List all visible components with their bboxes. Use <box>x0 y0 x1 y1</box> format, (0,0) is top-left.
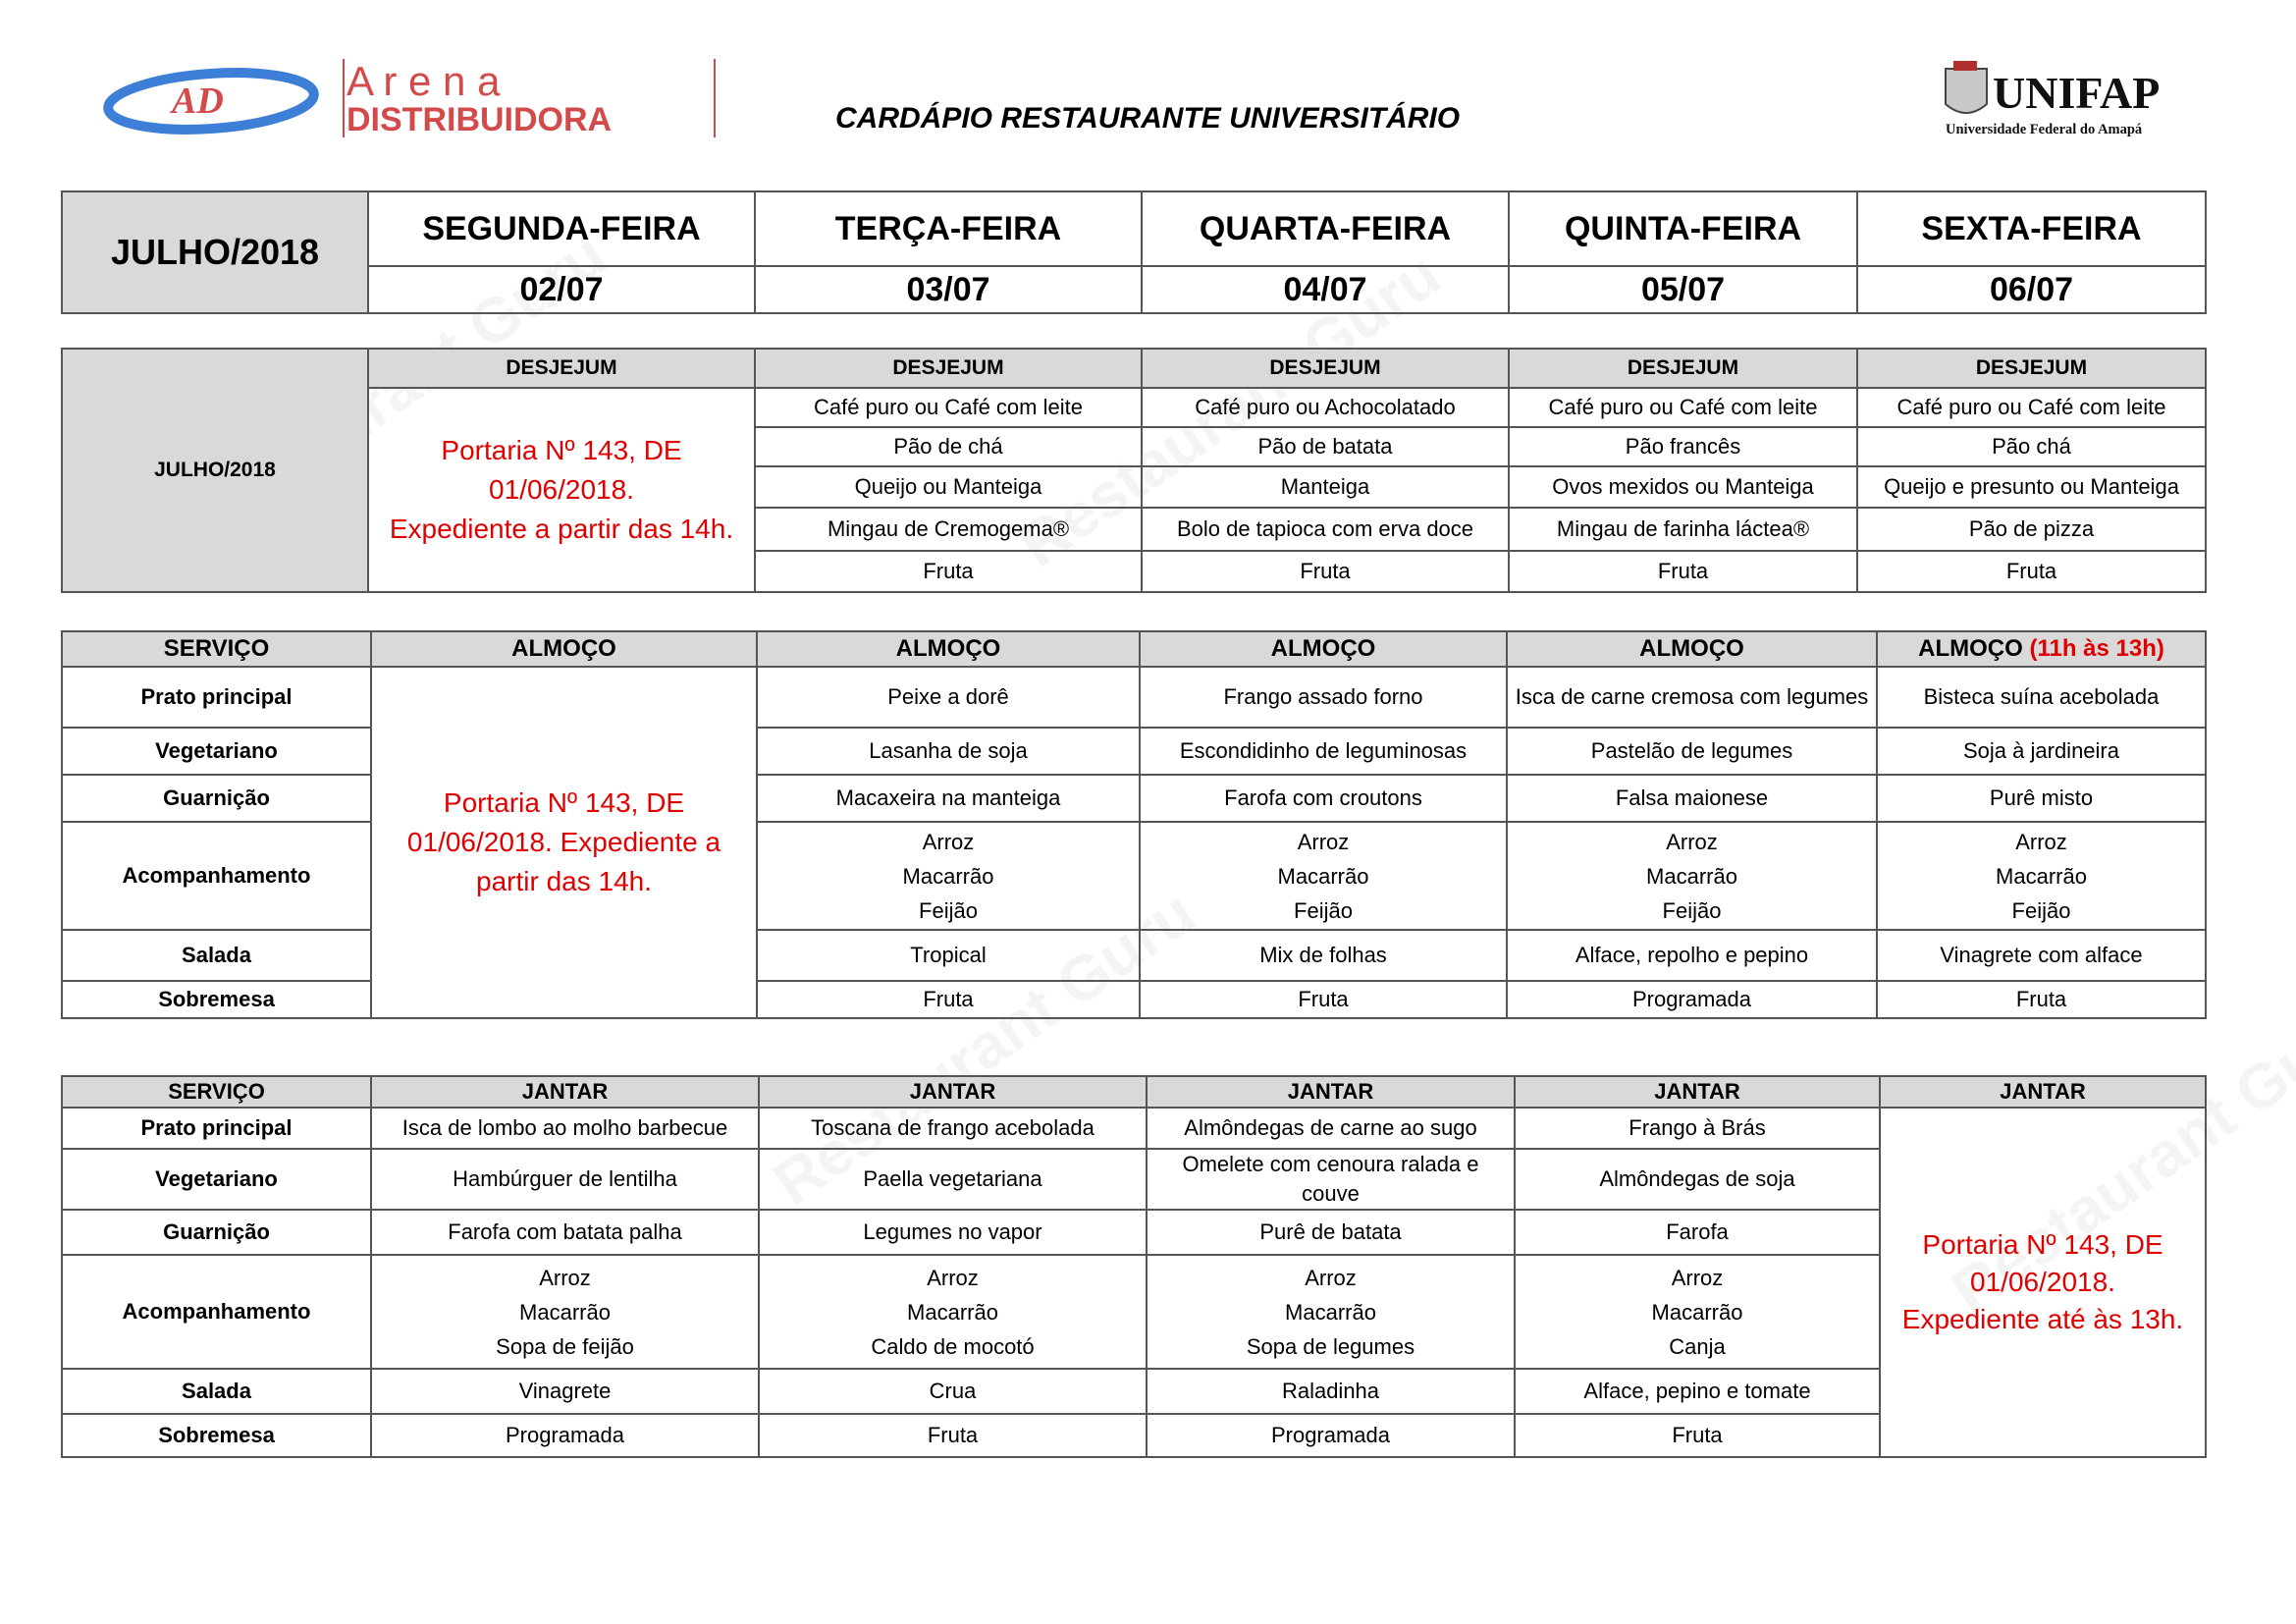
menu-item: Purê misto <box>1877 775 2206 822</box>
meal-header: ALMOÇO <box>1507 631 1877 667</box>
menu-item: Fruta <box>1509 551 1857 592</box>
service-header: SERVIÇO <box>62 631 371 667</box>
univ-name: UNIFAP <box>1993 68 2161 118</box>
week-header-table <box>61 190 2207 314</box>
menu-item: Fruta <box>1140 981 1507 1018</box>
meal-header: DESJEJUM <box>755 349 1142 388</box>
menu-item: Queijo e presunto ou Manteiga <box>1857 466 2206 508</box>
meal-header: ALMOÇO <box>1140 631 1507 667</box>
meal-header: DESJEJUM <box>1857 349 2206 388</box>
menu-item: Queijo ou Manteiga <box>755 466 1142 508</box>
menu-item: Vinagrete <box>371 1369 759 1414</box>
menu-item: Toscana de frango acebolada <box>759 1108 1147 1149</box>
closure-notice: Portaria Nº 143, DE 01/06/2018. Expediente a partir das 14h. <box>368 388 755 592</box>
day-name: SEXTA-FEIRA <box>1857 191 2206 266</box>
menu-item: Raladinha <box>1147 1369 1515 1414</box>
meal-header: JANTAR <box>1147 1076 1515 1108</box>
lunch-table <box>61 630 2207 1019</box>
menu-item: Soja à jardineira <box>1877 728 2206 775</box>
row-label: Prato principal <box>62 667 371 728</box>
menu-item: Café puro ou Café com leite <box>1509 388 1857 427</box>
menu-item: Hambúrguer de lentilha <box>371 1149 759 1210</box>
meal-header: DESJEJUM <box>1142 349 1509 388</box>
page-title: CARDÁPIO RESTAURANTE UNIVERSITÁRIO <box>835 102 1461 135</box>
menu-item: Farofa com batata palha <box>371 1210 759 1255</box>
menu-item: Fruta <box>755 551 1142 592</box>
brand-line1: A r e n a <box>347 58 501 104</box>
menu-item: Arroz Macarrão Canja <box>1515 1255 1880 1369</box>
univ-full: Universidade Federal do Amapá <box>1946 122 2143 137</box>
menu-item: Mingau de Cremogema® <box>755 508 1142 551</box>
menu-item: Arroz Macarrão Feijão <box>1877 822 2206 930</box>
menu-item: Arroz Macarrão Caldo de mocotó <box>759 1255 1147 1369</box>
row-label: Prato principal <box>62 1108 371 1149</box>
menu-item: Bolo de tapioca com erva doce <box>1142 508 1509 551</box>
day-name: QUINTA-FEIRA <box>1509 191 1857 266</box>
menu-item: Tropical <box>757 930 1140 981</box>
row-label: Guarnição <box>62 1210 371 1255</box>
menu-item: Fruta <box>1515 1414 1880 1457</box>
menu-item: Manteiga <box>1142 466 1509 508</box>
menu-item: Pão de pizza <box>1857 508 2206 551</box>
row-label: Vegetariano <box>62 1149 371 1210</box>
menu-item: Mix de folhas <box>1140 930 1507 981</box>
row-label: Sobremesa <box>62 1414 371 1457</box>
month-cell: JULHO/2018 <box>62 349 368 592</box>
meal-header: JANTAR <box>1880 1076 2206 1108</box>
day-date: 04/07 <box>1142 266 1509 313</box>
meal-header: DESJEJUM <box>368 349 755 388</box>
row-label: Guarnição <box>62 775 371 822</box>
day-name: TERÇA-FEIRA <box>755 191 1142 266</box>
day-name: SEGUNDA-FEIRA <box>368 191 755 266</box>
meal-header: ALMOÇO <box>371 631 757 667</box>
menu-item: Frango assado forno <box>1140 667 1507 728</box>
meal-header: JANTAR <box>1515 1076 1880 1108</box>
svg-text:AD: AD <box>172 81 224 122</box>
menu-item: Frango à Brás <box>1515 1108 1880 1149</box>
service-header: SERVIÇO <box>62 1076 371 1108</box>
menu-item: Lasanha de soja <box>757 728 1140 775</box>
meal-header: JANTAR <box>759 1076 1147 1108</box>
menu-item: Fruta <box>1857 551 2206 592</box>
meal-header: ALMOÇO <box>757 631 1140 667</box>
brand-line2: DISTRIBUIDORA <box>347 101 613 138</box>
menu-item: Arroz Macarrão Sopa de legumes <box>1147 1255 1515 1369</box>
menu-item: Isca de carne cremosa com legumes <box>1507 667 1877 728</box>
menu-item: Fruta <box>759 1414 1147 1457</box>
menu-item: Alface, repolho e pepino <box>1507 930 1877 981</box>
lunch-hours: (11h às 13h) <box>2029 635 2164 662</box>
menu-item: Pão de batata <box>1142 427 1509 466</box>
day-date: 02/07 <box>368 266 755 313</box>
row-label: Vegetariano <box>62 728 371 775</box>
menu-item: Ovos mexidos ou Manteiga <box>1509 466 1857 508</box>
day-date: 05/07 <box>1509 266 1857 313</box>
menu-item: Bisteca suína acebolada <box>1877 667 2206 728</box>
unifap-logo <box>1944 57 2179 145</box>
menu-item: Café puro ou Café com leite <box>755 388 1142 427</box>
breakfast-table <box>61 348 2207 593</box>
menu-item: Café puro ou Café com leite <box>1857 388 2206 427</box>
menu-item: Mingau de farinha láctea® <box>1509 508 1857 551</box>
menu-item: Escondidinho de leguminosas <box>1140 728 1507 775</box>
menu-item: Arroz Macarrão Feijão <box>757 822 1140 930</box>
menu-item: Legumes no vapor <box>759 1210 1147 1255</box>
menu-item: Almôndegas de soja <box>1515 1149 1880 1210</box>
closure-notice: Portaria Nº 143, DE 01/06/2018. Expediente a partir das 14h. <box>371 667 757 1018</box>
menu-item: Arroz Macarrão Feijão <box>1140 822 1507 930</box>
menu-item: Arroz Macarrão Feijão <box>1507 822 1877 930</box>
menu-item: Purê de batata <box>1147 1210 1515 1255</box>
row-label: Sobremesa <box>62 981 371 1018</box>
menu-item: Omelete com cenoura ralada e couve <box>1147 1149 1515 1210</box>
menu-item: Farofa com croutons <box>1140 775 1507 822</box>
closure-notice: Portaria Nº 143, DE 01/06/2018. Expediente até às 13h. <box>1880 1108 2206 1457</box>
menu-item: Fruta <box>1142 551 1509 592</box>
menu-item: Paella vegetariana <box>759 1149 1147 1210</box>
menu-item: Programada <box>371 1414 759 1457</box>
menu-item: Vinagrete com alface <box>1877 930 2206 981</box>
menu-item: Fruta <box>757 981 1140 1018</box>
menu-item: Café puro ou Achocolatado <box>1142 388 1509 427</box>
day-date: 06/07 <box>1857 266 2206 313</box>
menu-item: Pastelão de legumes <box>1507 728 1877 775</box>
menu-item: Farofa <box>1515 1210 1880 1255</box>
menu-item: Crua <box>759 1369 1147 1414</box>
row-label: Salada <box>62 1369 371 1414</box>
day-name: QUARTA-FEIRA <box>1142 191 1509 266</box>
day-date: 03/07 <box>755 266 1142 313</box>
arena-logo <box>103 54 721 147</box>
menu-item: Almôndegas de carne ao sugo <box>1147 1108 1515 1149</box>
menu-item: Pão francês <box>1509 427 1857 466</box>
menu-item: Fruta <box>1877 981 2206 1018</box>
menu-item: Macaxeira na manteiga <box>757 775 1140 822</box>
row-label: Acompanhamento <box>62 822 371 930</box>
menu-item: Pão de chá <box>755 427 1142 466</box>
menu-item: Alface, pepino e tomate <box>1515 1369 1880 1414</box>
row-label: Acompanhamento <box>62 1255 371 1369</box>
menu-item: Programada <box>1507 981 1877 1018</box>
menu-item: Falsa maionese <box>1507 775 1877 822</box>
menu-item: Programada <box>1147 1414 1515 1457</box>
meal-header-friday: ALMOÇO (11h às 13h) <box>1877 631 2206 667</box>
menu-item: Peixe a dorê <box>757 667 1140 728</box>
dinner-table <box>61 1075 2207 1458</box>
menu-item: Pão chá <box>1857 427 2206 466</box>
month-cell: JULHO/2018 <box>62 191 368 313</box>
row-label: Salada <box>62 930 371 981</box>
menu-item: Arroz Macarrão Sopa de feijão <box>371 1255 759 1369</box>
meal-header: JANTAR <box>371 1076 759 1108</box>
menu-item: Isca de lombo ao molho barbecue <box>371 1108 759 1149</box>
meal-header: DESJEJUM <box>1509 349 1857 388</box>
